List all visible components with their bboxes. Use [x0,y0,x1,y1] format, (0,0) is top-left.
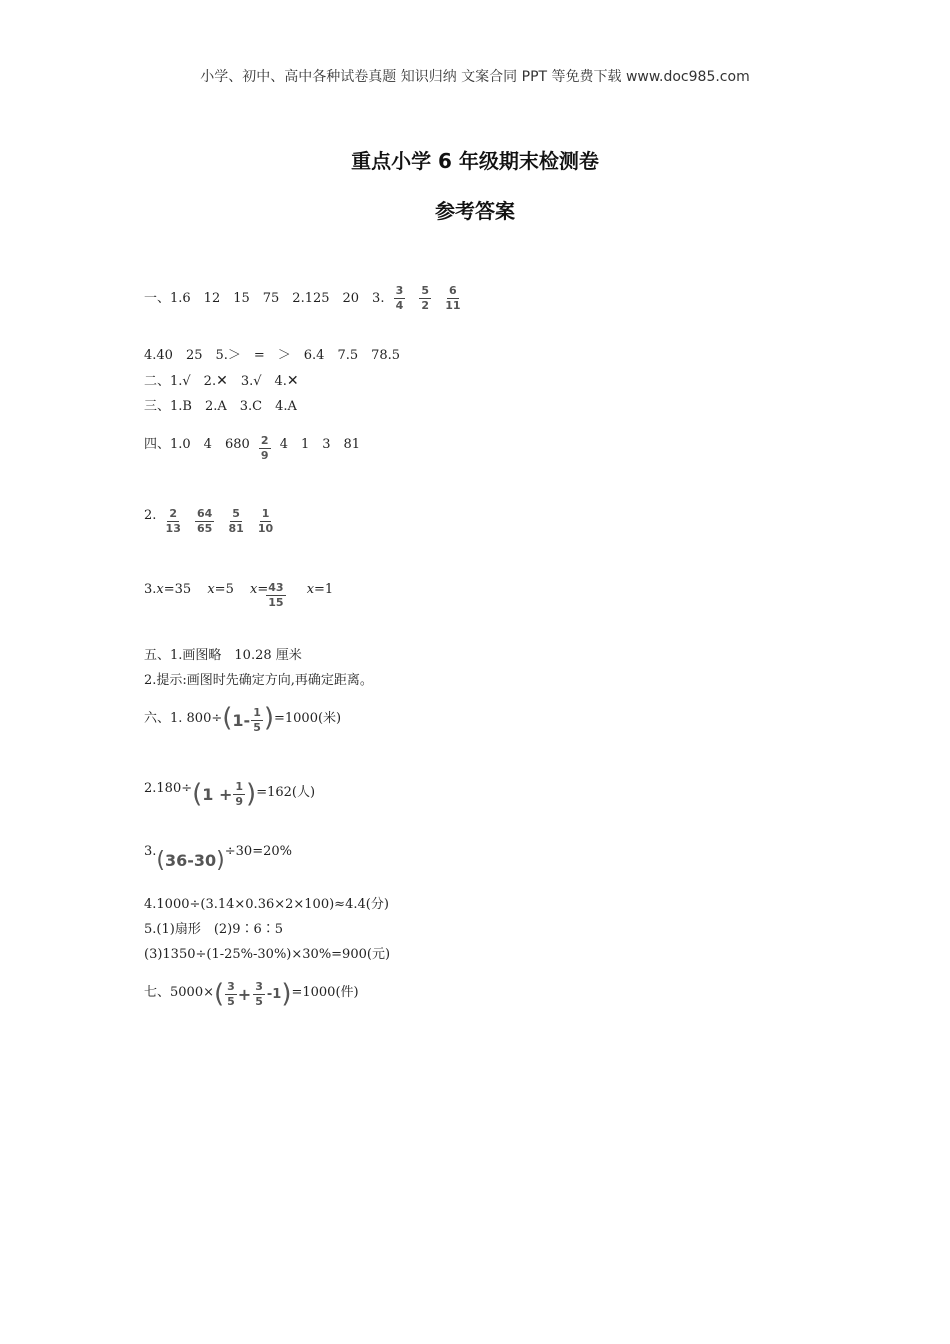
section-1-line-1: 一、1.6 12 15 75 2.125 20 3. $\frac{3}{4}$ $\frac{5}{2}$ $\frac{6}{11}$ [144,284,461,312]
section-4-line-3: 3.x=35 x=5 x= $\frac{43}{15}$ x=1 [144,581,334,609]
fraction: $\frac{3}{4}$ [395,284,404,312]
fraction: $\frac{3}{5}$ [227,980,235,1008]
fraction: $\frac{5}{81}$ [228,507,244,535]
fraction: $\frac{2}{9}$ [260,434,269,462]
fraction: $\frac{64}{65}$ [197,507,213,535]
page-header: 小学、初中、高中各种试卷真题 知识归纳 文案合同 PPT 等免费下载 www.doc985.com [200,69,750,85]
section-6-q4: 4.1000÷(3.14×0.36×2×100)≈4.4(分) [144,897,389,912]
page-title: 重点小学 6 年级期末检测卷 [351,149,599,173]
fraction: $\frac{1}{9}$ [235,780,244,808]
fraction: $\frac{1}{10}$ [257,507,274,535]
fraction: $\frac{3}{5}$ [255,980,263,1008]
section-7-line: 七、5000×( $\frac{3}{5}$ + $\frac{3}{5}$ -1)=1000(件) [144,979,359,1009]
fraction: $\frac{5}{2}$ [421,284,430,312]
section-6-q2: 2.180÷(1 + $\frac{1}{9}$ )=162(人) [144,779,316,809]
section-6-q5b: (3)1350÷(1-25%-30%)×30%=900(元) [144,947,391,962]
fraction: $\frac{1}{5}$ [253,706,261,734]
cross-mark: ✕ [216,373,228,389]
section-6-q3: 3.(36-30)÷30=20% [144,844,292,873]
section-5-line-1: 五、1.画图略 10.28 厘米 [144,648,302,663]
section-6-q5a: 5.(1)扇形 (2)9∶6∶5 [144,922,284,937]
section-2-line: 二、1.√ 2.✕ 3.√ 4.✕ [144,373,299,389]
cross-mark: ✕ [286,373,299,389]
page-subtitle: 参考答案 [435,199,515,223]
fraction: $\frac{43}{15}$ [268,581,284,609]
section-4-line-2: 2. $\frac{2}{13}$ $\frac{64}{65}$ $\frac{5}{81}$ $\frac{1}{10}$ [144,507,274,535]
section-6-q1: 六、1. 800÷(1- $\frac{1}{5}$ )=1000(米) [144,703,342,734]
section-3-line: 三、1.B 2.A 3.C 4.A [144,399,297,414]
fraction: $\frac{6}{11}$ [445,284,461,312]
fraction: $\frac{2}{13}$ [165,507,181,535]
section-4-line-1: 四、1.0 4 680 $\frac{2}{9}$ 4 1 3 81 [144,434,361,462]
section-1-line-2: 4.40 25 5.＞ = ＞ 6.4 7.5 78.5 [144,348,401,363]
section-5-line-2: 2.提示:画图时先确定方向,再确定距离。 [144,673,373,688]
